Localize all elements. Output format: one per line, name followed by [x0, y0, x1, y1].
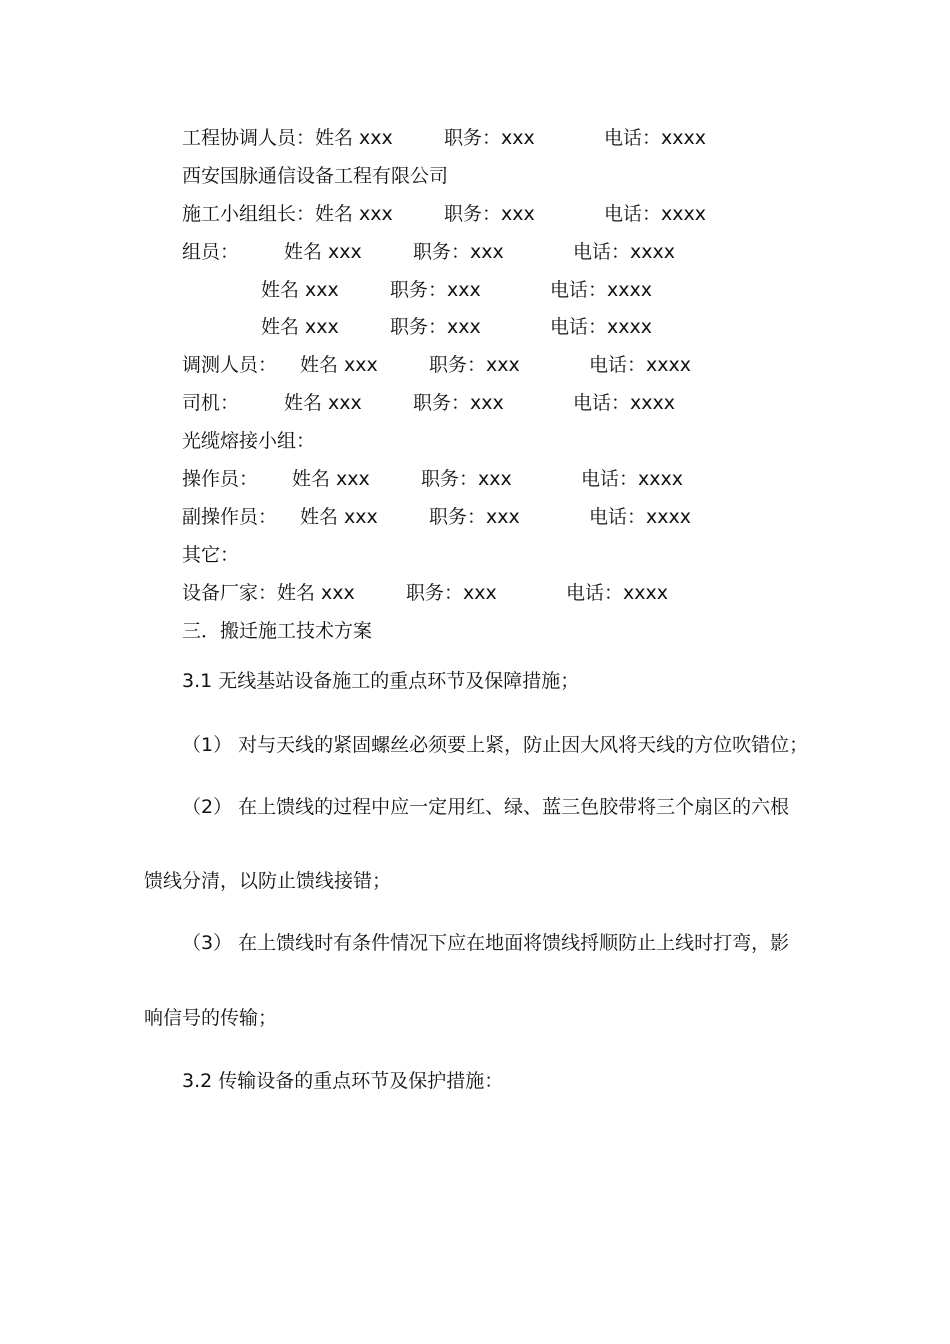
name-field: 姓名 xxx: [261, 316, 339, 338]
row-label: 组员：: [182, 241, 240, 263]
name-field: 姓名 xxx: [300, 354, 378, 376]
row-label: 副操作员：: [182, 506, 278, 528]
paragraph-3-line-1: （3） 在上馈线时有条件情况下应在地面将馈线捋顺防止上线时打弯，影: [182, 932, 790, 954]
company-name: 西安国脉通信设备工程有限公司: [182, 165, 449, 187]
subsection-heading-3-1: 3.1 无线基站设备施工的重点环节及保障措施；: [182, 670, 580, 692]
paragraph-3-line-2: 响信号的传输；: [144, 1007, 278, 1029]
other-heading: 其它：: [182, 544, 240, 566]
paragraph-1: （1） 对与天线的紧固螺丝必须要上紧，防止因大风将天线的方位吹错位；: [182, 734, 809, 756]
phone-field: 电话：xxxx: [589, 354, 691, 376]
duty-field: 职务：xxx: [444, 127, 535, 149]
section-heading: 三．搬迁施工技术方案: [182, 620, 373, 642]
row-label: 司机：: [182, 392, 240, 414]
paragraph-2-line-1: （2） 在上馈线的过程中应一定用红、绿、蓝三色胶带将三个扇区的六根: [182, 796, 790, 818]
row-label: 设备厂家：: [182, 582, 278, 604]
duty-field: 职务：xxx: [421, 468, 512, 490]
duty-field: 职务：xxx: [390, 279, 481, 301]
name-field: 姓名 xxx: [261, 279, 339, 301]
phone-field: 电话：xxxx: [604, 203, 706, 225]
phone-field: 电话：xxxx: [604, 127, 706, 149]
subsection-heading-3-2: 3.2 传输设备的重点环节及保护措施：: [182, 1070, 504, 1092]
row-label: 操作员：: [182, 468, 259, 490]
name-field: 姓名 xxx: [284, 241, 362, 263]
fiber-group-heading: 光缆熔接小组：: [182, 430, 316, 452]
name-field: 姓名 xxx: [315, 127, 393, 149]
name-field: 姓名 xxx: [315, 203, 393, 225]
name-field: 姓名 xxx: [277, 582, 355, 604]
row-label: 调测人员：: [182, 354, 278, 376]
duty-field: 职务：xxx: [413, 241, 504, 263]
duty-field: 职务：xxx: [429, 506, 520, 528]
row-label: 工程协调人员：: [182, 127, 316, 149]
duty-field: 职务：xxx: [406, 582, 497, 604]
phone-field: 电话：xxxx: [589, 506, 691, 528]
row-label: 施工小组组长：: [182, 203, 316, 225]
phone-field: 电话：xxxx: [550, 316, 652, 338]
duty-field: 职务：xxx: [390, 316, 481, 338]
duty-field: 职务：xxx: [413, 392, 504, 414]
phone-field: 电话：xxxx: [581, 468, 683, 490]
phone-field: 电话：xxxx: [573, 392, 675, 414]
name-field: 姓名 xxx: [300, 506, 378, 528]
phone-field: 电话：xxxx: [573, 241, 675, 263]
phone-field: 电话：xxxx: [566, 582, 668, 604]
phone-field: 电话：xxxx: [550, 279, 652, 301]
duty-field: 职务：xxx: [444, 203, 535, 225]
duty-field: 职务：xxx: [429, 354, 520, 376]
name-field: 姓名 xxx: [284, 392, 362, 414]
name-field: 姓名 xxx: [292, 468, 370, 490]
paragraph-2-line-2: 馈线分清，以防止馈线接错；: [144, 870, 392, 892]
